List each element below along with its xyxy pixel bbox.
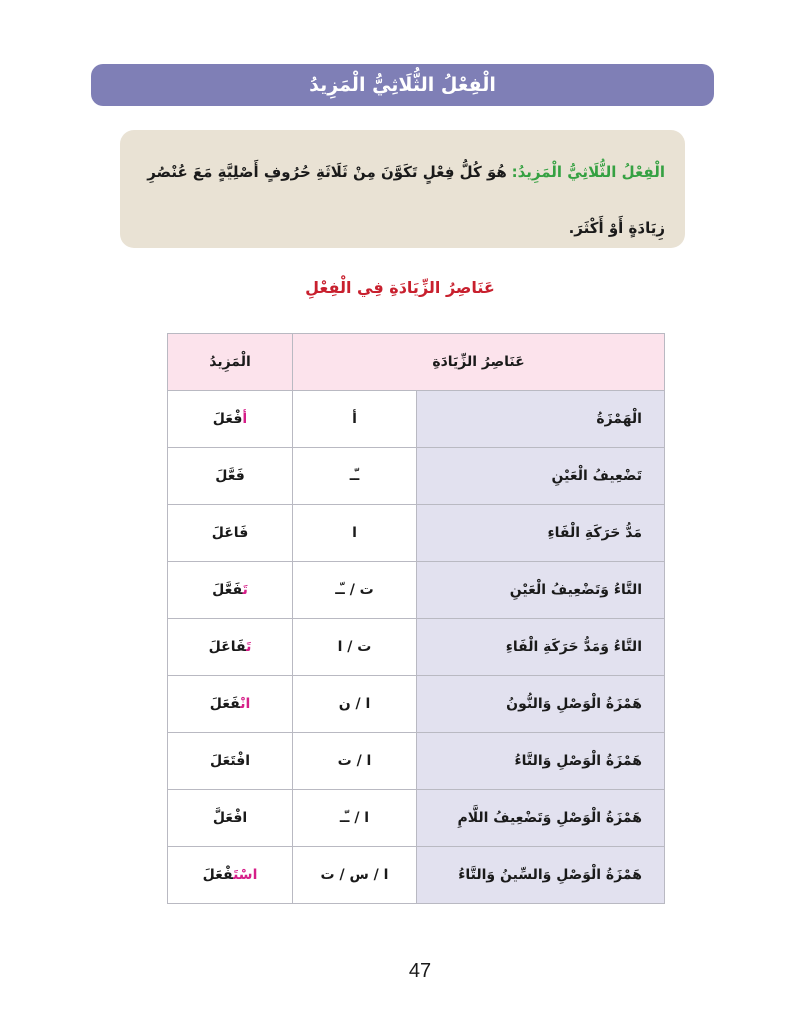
table-header-row [168,334,665,391]
augmented-form-added-letters: انْ [240,696,251,712]
augmented-form-cell [168,448,293,505]
augmented-form-root: افْتَعَلَ [209,753,251,769]
added-letters-cell: أ [293,391,417,448]
augmented-form-cell [168,619,293,676]
augmented-form-cell [168,505,293,562]
augmented-form-cell [168,562,293,619]
definition-text: هُوَ كُلُّ فِعْلٍ تَكَوَّنَ مِنْ ثَلَاثَةِ حُرُوفٍ أَصْلِيَّةٍ مَعَ عُنْصُرِ زِيَادَةٍ أَوْ أَكْثَرَ. [147,163,665,237]
augmented-form-root: فَاعَلَ [208,639,247,655]
table-row [168,448,665,505]
added-letters-cell: ا / ـّـ [293,790,417,847]
augmented-form-added-letters: تَ [246,639,252,655]
added-letters-cell: ت / ـّـ [293,562,417,619]
header-elements: عَنَاصِرُ الزِّيَادَةِ [293,334,665,391]
augmented-form-root: فْعَلَ [202,867,234,883]
definition-term: الْفِعْلُ الثُّلَاثِيُّ الْمَزِيدُ: [511,163,665,181]
added-letters-cell: ـّـ [293,448,417,505]
added-letters-cell: ا / ت [293,733,417,790]
augmented-form-added-letters: أ [242,411,248,427]
added-letters-cell: ا [293,505,417,562]
augmented-form-root: فَعَلَ [209,696,241,712]
lesson-title: الْفِعْلُ الثُّلَاثِيُّ الْمَزِيدُ [309,74,496,96]
element-cell: الْهَمْزَةُ [417,391,665,448]
augmented-form-root: فَاعَلَ [211,525,249,541]
element-cell: هَمْزَةُ الْوَصْلِ وَالنُّونُ [417,676,665,733]
augmented-form-cell [168,391,293,448]
added-letters-cell: ت / ا [293,619,417,676]
augmented-form-root: فَعَّلَ [215,468,245,484]
element-cell: هَمْزَةُ الْوَصْلِ وَالتَّاءُ [417,733,665,790]
element-cell: هَمْزَةُ الْوَصْلِ وَالسِّينُ وَالتَّاءُ [417,847,665,904]
augmented-form-root: فَعَّلَ [212,582,243,598]
table-body [168,391,665,904]
augmented-form-root: افْعَلَّ [212,810,248,826]
table-row [168,562,665,619]
augmented-form-cell [168,733,293,790]
table-row [168,391,665,448]
table-row [168,619,665,676]
augmented-form-cell [168,790,293,847]
element-cell: التَّاءُ وَتَضْعِيفُ الْعَيْنِ [417,562,665,619]
table-row [168,505,665,562]
table-row [168,676,665,733]
augmented-form-cell [168,676,293,733]
element-cell: التَّاءُ وَمَدُّ حَرَكَةِ الْفَاءِ [417,619,665,676]
element-cell: مَدُّ حَرَكَةِ الْفَاءِ [417,505,665,562]
added-letters-cell: ا / ن [293,676,417,733]
element-cell: هَمْزَةُ الْوَصْلِ وَتَضْعِيفُ اللَّامِ [417,790,665,847]
element-cell: تَضْعِيفُ الْعَيْنِ [417,448,665,505]
augmentation-table [167,333,665,904]
augmented-form-added-letters: اسْتَ [233,867,258,883]
definition-box [120,130,685,248]
table-row [168,733,665,790]
table-row [168,847,665,904]
added-letters-cell: ا / س / ت [293,847,417,904]
augmented-form-root: فْعَلَ [212,411,243,427]
augmented-form-cell [168,847,293,904]
table-row [168,790,665,847]
augmented-form-added-letters: تَ [242,582,248,598]
header-augmented: الْمَزِيدُ [168,334,293,391]
lesson-title-banner [91,64,714,106]
table-caption: عَنَاصِرُ الزِّيَادَةِ فِي الْفِعْلِ [305,278,495,297]
page-number: 47 [408,960,432,982]
